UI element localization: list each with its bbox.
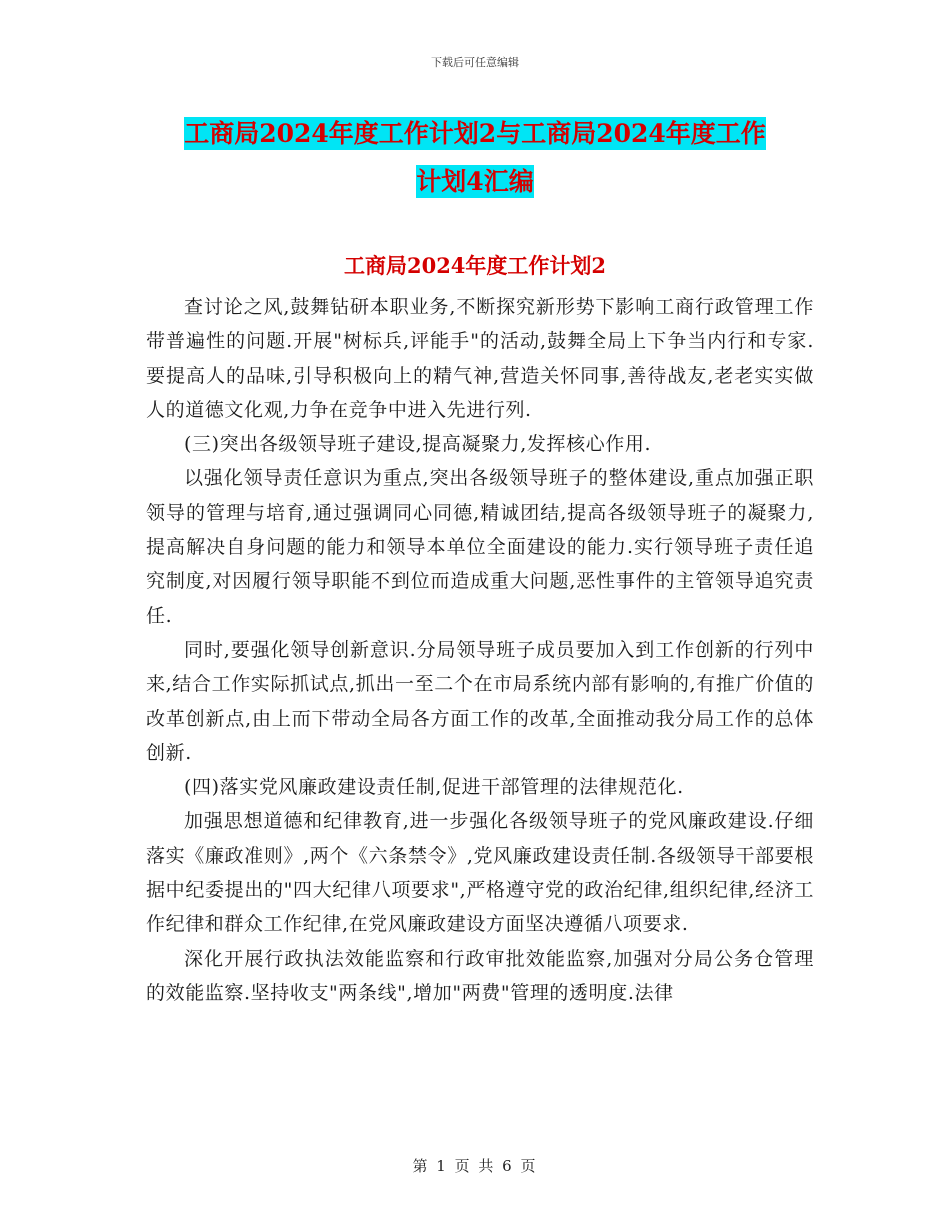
document-title-line-2: 计划4汇编	[416, 167, 534, 196]
paragraph: 同时,要强化领导创新意识.分局领导班子成员要加入到工作创新的行列中来,结合工作实际抓试点,抓出一至二个在市局系统内部有影响的,有推广价值的改革创新点,由上而下带动全局各方面工作的改革,全面推动我分局工作的总体创新.	[146, 638, 814, 764]
paragraph: (四)落实党风廉政建设责任制,促进干部管理的法律规范化.	[184, 776, 684, 799]
document-title	[0, 110, 950, 206]
document-body	[146, 290, 814, 1010]
document-title-line-1: 工商局2024年度工作计划2与工商局2024年度工作	[184, 119, 766, 148]
paragraph: (三)突出各级领导班子建设,提高凝聚力,发挥核心作用.	[184, 433, 652, 456]
paragraph: 深化开展行政执法效能监察和行政审批效能监察,加强对分局公务仓管理的效能监察.坚持收支"两条线",增加"两费"管理的透明度.法律	[146, 947, 814, 1004]
paragraph: 加强思想道德和纪律教育,进一步强化各级领导班子的党风廉政建设.仔细落实《廉政准则》,两个《六条禁令》,党风廉政建设责任制.各级领导干部要根据中纪委提出的"四大纪律八项要求",严格遵守党的政治纪律,组织纪律,经济工作纪律和群众工作纪律,在党风廉政建设方面坚决遵循八项要求.	[146, 810, 814, 936]
paragraph: 查讨论之风,鼓舞钻研本职业务,不断探究新形势下影响工商行政管理工作带普遍性的问题.开展"树标兵,评能手"的活动,鼓舞全局上下争当内行和专家.要提高人的品味,引导积极向上的精气神,营造关怀同事,善待战友,老老实实做人的道德文化观,力争在竞争中进入先进行列.	[146, 296, 814, 421]
section-title: 工商局2024年度工作计划2	[343, 253, 607, 278]
page-footer: 第 1 页 共 6 页	[412, 1157, 538, 1175]
paragraph: 以强化领导责任意识为重点,突出各级领导班子的整体建设,重点加强正职领导的管理与培育,通过强调同心同德,精诚团结,提高各级领导班子的凝聚力,提高解决自身问题的能力和领导本单位全面建设的能力.实行领导班子责任追究制度,对因履行领导职能不到位而造成重大问题,恶性事件的主管领导追究责任.	[146, 467, 814, 627]
header-note: 下载后可任意编辑	[431, 56, 519, 69]
